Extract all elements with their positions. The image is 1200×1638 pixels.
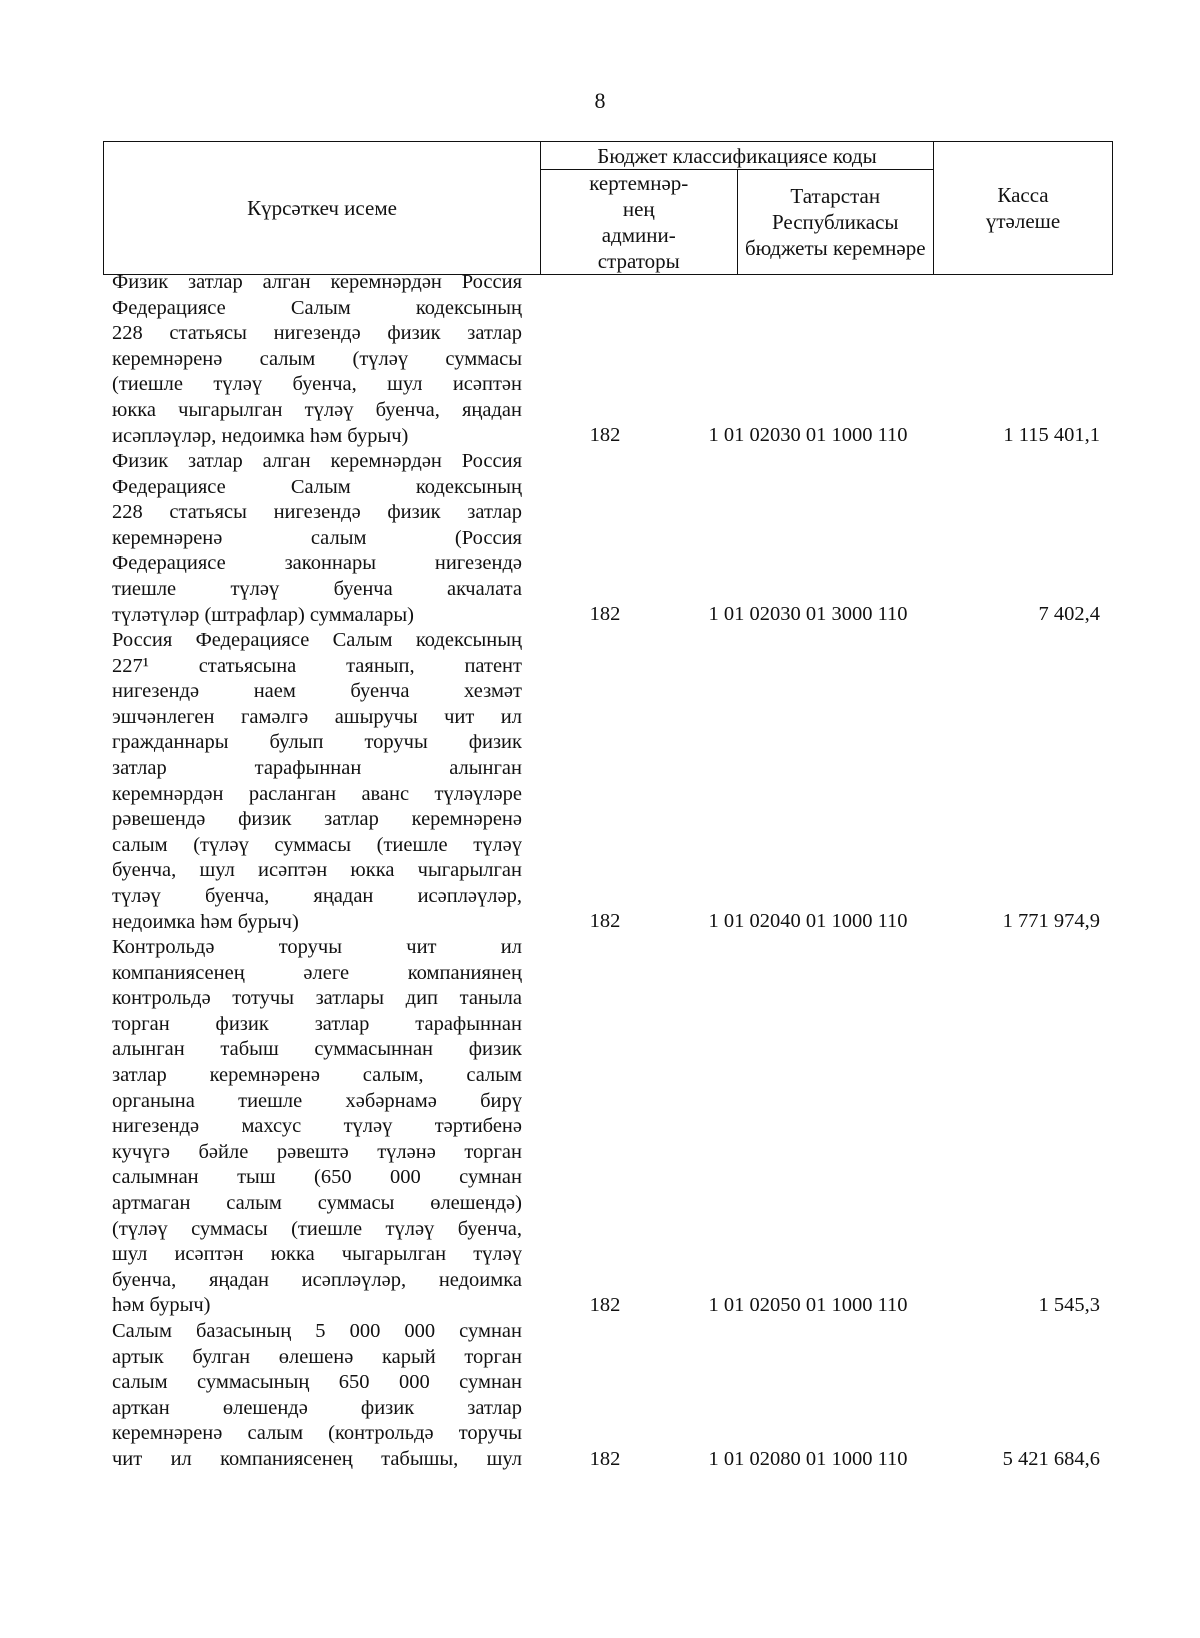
row-budget-code: 1 01 02080 01 1000 110 [708, 1448, 908, 1471]
row-name-line: артык булган өлешенә карый торган [112, 1345, 522, 1368]
table-row [0, 935, 1200, 1319]
header-code-line: бюджеты керемнәре [744, 236, 926, 260]
header-amount-line: Касса [997, 183, 1049, 207]
header-code-line: Татарстан [790, 184, 881, 208]
row-name-line: рәвешендә физик затлар керемнәренә [112, 808, 522, 831]
row-budget-code: 1 01 02040 01 1000 110 [708, 910, 908, 933]
row-admin-code: 182 [589, 1448, 621, 1471]
header-amount-column [934, 142, 1113, 275]
header-admin-line: нең [622, 197, 655, 221]
header-admin-column [541, 170, 738, 275]
row-admin-code: 182 [589, 1294, 621, 1317]
row-name-line: нигезендә наем буенча хезмәт [112, 680, 522, 703]
row-name-line: гражданнары булып торучы физик [112, 731, 522, 754]
row-name [112, 1319, 522, 1473]
row-name-line: Федерациясе законнары нигезендә [112, 552, 522, 575]
row-name-line: түләтүләр (штрафлар) суммалары) [112, 603, 414, 626]
row-name-line: түләү буенча, яңадан исәпләүләр, [112, 884, 522, 907]
row-name-line: чит ил компаниясенең табышы, шул [112, 1447, 522, 1470]
row-name-line: Салым базасының 5 000 000 сумнан [112, 1320, 522, 1342]
row-name [112, 449, 522, 628]
row-name-line: Федерациясе Салым кодексының [112, 296, 522, 319]
row-name-line: контрольдә тотучы затлары дип таныла [112, 987, 522, 1010]
row-name-line: недоимка һәм бурыч) [112, 910, 299, 933]
row-admin-code: 182 [589, 603, 621, 626]
table-row [0, 449, 1200, 628]
table-row [0, 1319, 1200, 1473]
row-name-line: алынган табыш суммасыннан физик [112, 1038, 522, 1061]
row-name-line: тиешле түләү буенча акчалата [112, 577, 522, 600]
table-row [0, 270, 1200, 449]
row-name-line: Федерациясе Салым кодексының [112, 475, 522, 498]
row-name-line: керемнәренә салым (Россия [112, 526, 522, 549]
header-amount-line: үтәлеше [985, 209, 1061, 233]
row-name-line: буенча, яңадан исәпләүләр, недоимка [112, 1268, 522, 1291]
row-name-line: керемнәренә салым (контрольдә торучы [112, 1422, 522, 1445]
row-amount: 1 115 401,1 [1003, 424, 1100, 447]
row-name-line: органына тиешле хәбәрнамә бирү [112, 1089, 522, 1112]
row-name-line: керемнәренә салым (түләү суммасы [112, 347, 522, 370]
row-name-line: һәм бурыч) [112, 1294, 211, 1317]
row-name-line: затлар керемнәренә салым, салым [112, 1063, 522, 1086]
header-admin-line: кертемнәр- [589, 171, 689, 195]
page-number: 8 [594, 88, 606, 113]
table-header [103, 141, 1113, 275]
row-name-line: салым (түләү суммасы (тиешле түләү [112, 833, 522, 856]
row-name-line: арткан өлешендә физик затлар [112, 1396, 522, 1419]
row-name-line: Контрольдә торучы чит ил [112, 936, 522, 958]
header-admin-line: страторы [597, 249, 680, 273]
row-name-line: (түләү суммасы (тиешле түләү буенча, [112, 1217, 522, 1240]
row-name [112, 935, 522, 1319]
row-name-line: артмаган салым суммасы өлешендә) [112, 1191, 522, 1214]
row-budget-code: 1 01 02030 01 3000 110 [708, 603, 908, 626]
row-name-line: (тиешле түләү буенча, шул исәптән [112, 373, 522, 396]
header-budget-code-group: Бюджет классификациясе коды [541, 142, 934, 170]
row-name-line: компаниясенең әлеге компаниянең [112, 961, 522, 984]
row-amount: 7 402,4 [1038, 603, 1100, 626]
row-name [112, 628, 522, 935]
row-name-line: исәпләүләр, недоимка һәм бурыч) [112, 424, 409, 447]
row-admin-code: 182 [589, 424, 621, 447]
row-name-line: торган физик затлар тарафыннан [112, 1012, 522, 1035]
row-name-line: Россия Федерациясе Салым кодексының [112, 629, 522, 651]
header-admin-line: админи- [601, 223, 676, 247]
row-name-line: Физик затлар алган керемнәрдән Россия [112, 450, 522, 472]
row-name-line: юкка чыгарылган түләү буенча, яңадан [112, 398, 522, 421]
header-name-column: Күрсәткеч исеме [104, 142, 541, 275]
row-name-line: кучүгә бәйле рәвештә түләнә торган [112, 1140, 522, 1163]
row-name [112, 270, 522, 449]
row-name-line: нигезендә махсус түләү тәртибенә [112, 1115, 522, 1138]
row-name-line: шул исәптән юкка чыгарылган түләү [112, 1243, 522, 1266]
row-name-line: 227¹ статьясына таянып, патент [112, 654, 522, 677]
row-budget-code: 1 01 02030 01 1000 110 [708, 424, 908, 447]
row-amount: 5 421 684,6 [1002, 1448, 1100, 1471]
row-name-line: Физик затлар алган керемнәрдән Россия [112, 271, 522, 293]
row-admin-code: 182 [589, 910, 621, 933]
row-amount: 1 545,3 [1038, 1294, 1100, 1317]
row-name-line: салымнан тыш (650 000 сумнан [112, 1166, 522, 1189]
row-name-line: затлар тарафыннан алынган [112, 756, 522, 779]
row-name-line: керемнәрдән расланган аванс түләүләре [112, 782, 522, 805]
row-budget-code: 1 01 02050 01 1000 110 [708, 1294, 908, 1317]
header-code-column [737, 170, 934, 275]
row-name-line: 228 статьясы нигезендә физик затлар [112, 501, 522, 524]
row-name-line: 228 статьясы нигезендә физик затлар [112, 322, 522, 345]
header-code-line: Республикасы [771, 210, 899, 234]
row-name-line: буенча, шул исәптән юкка чыгарылган [112, 859, 522, 882]
row-name-line: эшчәнлеген гамәлгә ашыручы чит ил [112, 705, 522, 728]
row-amount: 1 771 974,9 [1002, 910, 1100, 933]
table-row [0, 628, 1200, 935]
row-name-line: салым суммасының 650 000 сумнан [112, 1371, 522, 1394]
